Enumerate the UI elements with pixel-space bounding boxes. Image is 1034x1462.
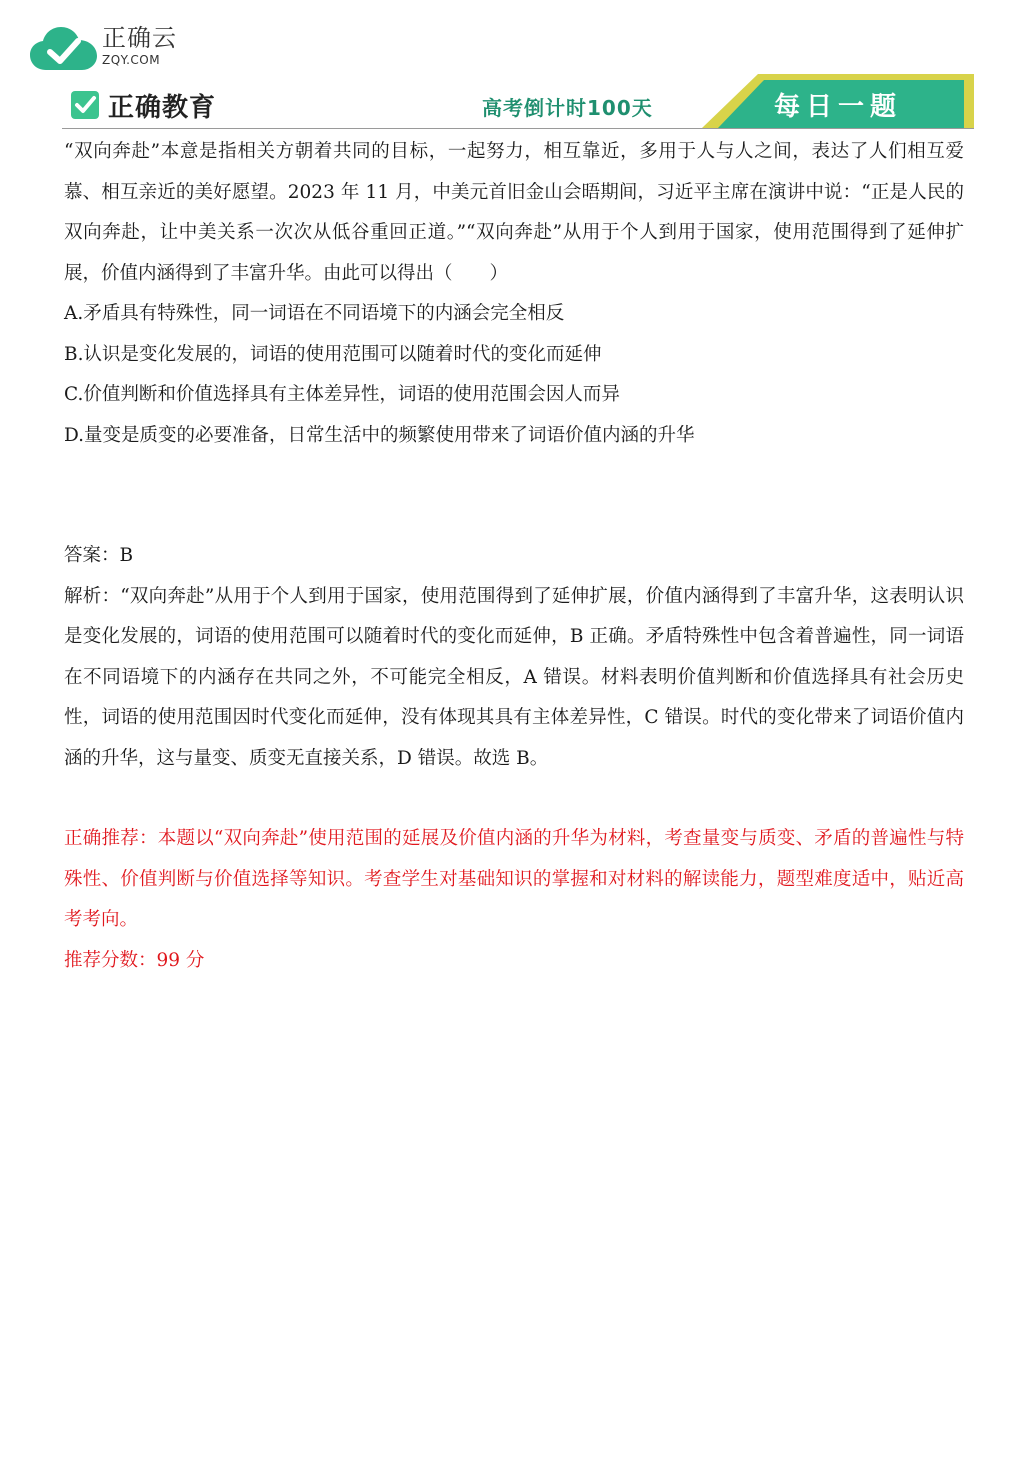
spacer [64,779,964,819]
answer: 答案：B [64,545,134,566]
daily-title: 每日一题 [774,92,903,122]
recommend-text: 正确推荐：本题以“双向奔赴”使用范围的延展及价值内涵的升华为材料，考查量变与质变、矛盾的普遍性与特殊性、价值判断与价值选择等知识。考查学生对基础知识的掌握和对材料的解读能力，题型难度适中，贴近高考考向。 [64,828,964,930]
brand-name: 正确教育 [108,92,217,123]
analysis: 解析：“双向奔赴”从用于个人到用于国家，使用范围得到了延伸扩展，价值内涵得到了丰富升华，这表明认识是变化发展的，词语的使用范围可以随着时代的变化而延伸，B 正确。矛盾特殊性中包含着普遍性，同一词语在不同语境下的内涵存在共同之外，不可能完全相反，A 错误。材料表明价值判断和价值选择具有社会历史性，词语的使用范围因时代变化而延伸，没有体现其具有主体差异性，C 错误。时代的变化带来了词语价值内涵的升华，这与量变、质变无直接关系，D 错误。故选 B。 [64,585,964,769]
spacer [64,456,964,536]
header-bar [62,74,974,130]
logo-domain: ZQY.COM [102,53,161,67]
question-stem: “双向奔赴”本意是指相关方朝着共同的目标，一起努力，相互靠近，多用于人与人之间，表达了人们相互爱慕、相互亲近的美好愿望。2023 年 11 月，中美元首旧金山会晤期间，习近平主席在演讲中说：“正是人民的双向奔赴，让中美关系一次次从低谷重回正道。”“双向奔赴”从用于个人到用于国家，使用范围得到了延伸扩展，价值内涵得到了丰富升华。由此可以得出（ ） [64,141,964,284]
option-d: D.量变是质变的必要准备，日常生活中的频繁使用带来了词语价值内涵的升华 [64,424,695,446]
option-a: A.矛盾具有特殊性，同一词语在不同语境下的内涵会完全相反 [64,303,565,324]
brand [70,88,216,122]
option-c: C.价值判断和价值选择具有主体差异性，词语的使用范围会因人而异 [64,384,620,405]
recommend-score: 推荐分数：99 分 [64,949,205,971]
cloud-check-icon [30,26,98,72]
zqy-logo [30,22,190,74]
logo-name: 正确云 [102,24,177,52]
option-b: B.认识是变化发展的，词语的使用范围可以随着时代的变化而延伸 [64,343,602,365]
header-divider [62,128,974,129]
countdown-label: 高考倒计时100天 [482,96,653,120]
check-box-icon [70,90,100,120]
document-body [64,132,964,981]
